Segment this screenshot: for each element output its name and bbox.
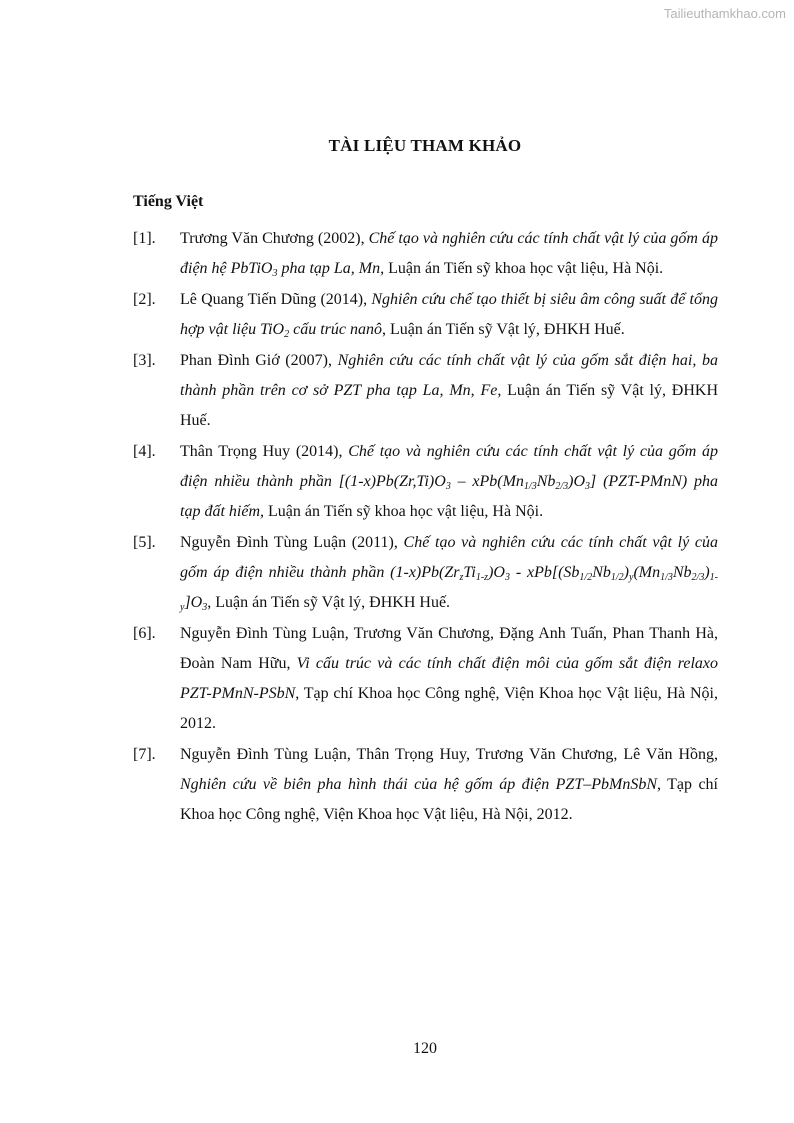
- page-number: 120: [413, 1040, 437, 1057]
- reference-number: [6].: [133, 625, 156, 642]
- italic-title-text: ): [704, 564, 710, 581]
- watermark: Tailieuthamkhao.com: [663, 6, 786, 21]
- italic-title-text: )O: [488, 564, 505, 581]
- italic-title-text: Chế tạo và nghiên cứu các tính chất vật lý của gốm áp điện hệ PbTiO: [180, 230, 718, 277]
- subscript-text: 1-y: [180, 572, 718, 613]
- subscript-text: 2/3: [691, 572, 705, 583]
- reference-text: [180, 346, 718, 436]
- italic-title-text: (Mn: [633, 564, 661, 581]
- subscript-text: 3: [272, 268, 278, 279]
- subscript-text: 1/2: [610, 572, 624, 583]
- reference-number: [2].: [133, 291, 156, 308]
- reference-item: [133, 528, 718, 618]
- subscript-text: 2/3: [555, 481, 569, 492]
- italic-title-text: Chế tạo và nghiên cứu các tính chất vật lý của gốm áp điện nhiều thành phần [(1-x)Pb(Zr,Ti)O: [180, 443, 718, 490]
- reference-text-part: Thân Trọng Huy (2014),: [180, 443, 349, 460]
- italic-title-text: Vi cấu trúc và các tính chất điện môi của gốm sắt điện relaxo PZT-PMnN-PSbN: [180, 655, 718, 702]
- italic-title-text: Nb: [672, 564, 692, 581]
- reference-text-part: Luận án Tiến sỹ Vật lý, ĐHKH Huế.: [180, 382, 719, 429]
- reference-text-part: , Tạp chí Khoa học Công nghệ, Viện Khoa học Vật liệu, Hà Nội, 2012.: [180, 685, 718, 732]
- reference-item: [133, 285, 718, 345]
- subscript-text: 1-z: [475, 572, 489, 583]
- reference-item: [133, 740, 718, 830]
- reference-text-part: Luận án Tiến sỹ khoa học vật liệu, Hà Nội.: [384, 260, 664, 277]
- italic-title-text: - xPb[(Sb: [509, 564, 580, 581]
- reference-number: [7].: [133, 746, 156, 763]
- subscript-text: 3: [504, 572, 510, 583]
- subscript-text: 3: [445, 481, 451, 492]
- reference-text-part: , Luận án Tiến sỹ Vật lý, ĐHKH Huế.: [207, 594, 451, 611]
- reference-text: [180, 740, 718, 830]
- reference-text-part: Nguyễn Đình Tùng Luận, Thân Trọng Huy, Trương Văn Chương, Lê Văn Hồng,: [180, 746, 718, 763]
- reference-text: [180, 528, 718, 618]
- italic-title-text: Nb: [592, 564, 611, 581]
- reference-number: [5].: [133, 534, 156, 551]
- italic-title-text: cấu trúc nanô: [289, 321, 382, 338]
- reference-text-part: Nguyễn Đình Tùng Luận, Trương Văn Chương, Đặng Anh Tuấn, Phan Thanh Hà, Đoàn Nam Hữu,: [180, 625, 718, 672]
- italic-title-text: )O: [568, 473, 586, 490]
- reference-number: [3].: [133, 352, 156, 369]
- subscript-text: 1/3: [660, 572, 673, 583]
- reference-text: [180, 437, 718, 527]
- italic-title-text: Nghiên cứu các tính chất vật lý của gốm sắt điện hai, ba thành phần trên cơ sở PZT pha tạp La, Mn, Fe,: [180, 352, 718, 399]
- reference-item: [133, 619, 718, 739]
- italic-title-text: pha tạp La, Mn,: [277, 260, 385, 277]
- reference-number: [1].: [133, 230, 156, 247]
- reference-text-part: , Luận án Tiến sỹ Vật lý, ĐHKH Huế.: [381, 321, 625, 338]
- subscript-text: 1/2: [579, 572, 593, 583]
- italic-title-text: Chế tạo và nghiên cứu các tính chất vật lý của gốm áp điện nhiều thành phần (1-x)Pb(Zr: [180, 534, 719, 581]
- italic-title-text: ): [623, 564, 629, 581]
- subscript-text: 3: [585, 481, 591, 492]
- subscript-text: y: [628, 572, 634, 583]
- reference-text-part: Phan Đình Giớ (2007),: [180, 352, 338, 369]
- italic-title-text: Nghiên cứu về biên pha hình thái của hệ gốm áp điện PZT–PbMnSbN: [180, 776, 657, 793]
- reference-text-part: , Tạp chí Khoa học Công nghệ, Viện Khoa học Vật liệu, Hà Nội, 2012.: [180, 776, 719, 823]
- italic-title-text: ] (PZT-PMnN) pha tạp đất hiếm,: [180, 473, 718, 520]
- subscript-text: 3: [202, 602, 208, 613]
- reference-text-part: Luận án Tiến sỹ khoa học vật liệu, Hà Nội.: [264, 503, 544, 520]
- reference-list: [133, 224, 718, 831]
- italic-title-text: Ti: [463, 564, 476, 581]
- reference-item: [133, 346, 718, 436]
- subscript-text: 1/3: [523, 481, 537, 492]
- reference-text: [180, 224, 718, 284]
- italic-title-text: Nghiên cứu chế tạo thiết bị siêu âm công suất để tổng hợp vật liệu TiO: [180, 291, 718, 338]
- section-heading: Tiếng Việt: [133, 193, 204, 210]
- reference-number: [4].: [133, 443, 156, 460]
- reference-text-part: Lê Quang Tiến Dũng (2014),: [180, 291, 372, 308]
- reference-item: [133, 224, 718, 284]
- reference-text-part: Nguyễn Đình Tùng Luận (2011),: [180, 534, 404, 551]
- page-title: TÀI LIỆU THAM KHẢO: [328, 136, 522, 155]
- italic-title-text: – xPb(Mn: [450, 473, 524, 490]
- reference-item: [133, 437, 718, 527]
- subscript-text: z: [459, 572, 464, 583]
- reference-text: [180, 619, 718, 739]
- italic-title-text: ]O: [184, 594, 203, 611]
- italic-title-text: Nb: [536, 473, 556, 490]
- subscript-text: 2: [284, 329, 290, 340]
- reference-text: [180, 285, 718, 345]
- reference-text-part: Trương Văn Chương (2002),: [180, 230, 369, 247]
